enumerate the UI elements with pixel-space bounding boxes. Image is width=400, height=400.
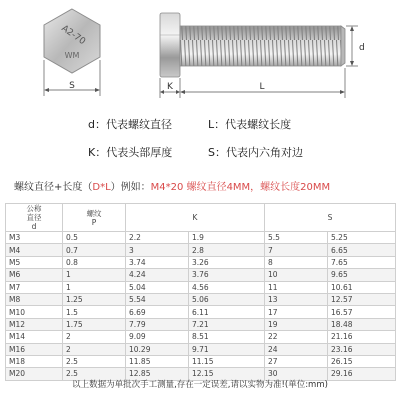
dimension-legend — [0, 108, 400, 172]
table-cell: 21.16 — [328, 331, 396, 343]
table-cell: 5.06 — [189, 293, 265, 305]
table-cell: 11 — [265, 281, 328, 293]
head-marking: A2-70 — [59, 23, 87, 48]
table-cell: 16.57 — [328, 306, 396, 318]
table-cell: 9.71 — [189, 343, 265, 355]
table-cell: M5 — [6, 256, 63, 268]
table-cell: 2.5 — [63, 355, 126, 367]
table-cell: 6.69 — [126, 306, 189, 318]
table-row — [6, 318, 396, 330]
spec-table — [5, 203, 396, 381]
table-cell: 5.04 — [126, 281, 189, 293]
table-cell: 2 — [63, 331, 126, 343]
table-cell: 9.65 — [328, 269, 396, 281]
table-cell: 2.8 — [189, 244, 265, 256]
dimension-k — [160, 78, 180, 98]
table-cell: 2.5 — [63, 368, 126, 380]
table-cell: 4.24 — [126, 269, 189, 281]
example-mid: ）例如： — [110, 182, 151, 193]
table-cell: 1.5 — [63, 306, 126, 318]
table-cell: M7 — [6, 281, 63, 293]
table-cell: M10 — [6, 306, 63, 318]
table-cell: 0.5 — [63, 232, 126, 244]
table-cell: M18 — [6, 355, 63, 367]
table-cell: 12.15 — [189, 368, 265, 380]
table-cell: 11.15 — [189, 355, 265, 367]
legend-k: K：代表头部厚度 — [88, 146, 173, 159]
table-row — [6, 244, 396, 256]
table-cell: 10.61 — [328, 281, 396, 293]
label-d: d — [359, 43, 365, 53]
table-row — [6, 256, 396, 268]
header-diameter: 公称 直径 d — [6, 204, 63, 232]
footnote: 以上数据为单批次手工测量,存在一定误差,请以实物为准!(单位:mm) — [72, 380, 328, 390]
table-cell: 4.56 — [189, 281, 265, 293]
table-cell: 18.48 — [328, 318, 396, 330]
table-cell: 29.16 — [328, 368, 396, 380]
header-pitch: 螺纹 P — [63, 204, 126, 232]
header-s: S — [265, 204, 396, 232]
table-cell: 0.7 — [63, 244, 126, 256]
table-row — [6, 343, 396, 355]
table-cell: 8.51 — [189, 331, 265, 343]
bolt-diagram — [0, 0, 400, 108]
table-cell: 1.25 — [63, 293, 126, 305]
table-cell: M20 — [6, 368, 63, 380]
table-cell: 1.75 — [63, 318, 126, 330]
table-row — [6, 331, 396, 343]
table-cell: M12 — [6, 318, 63, 330]
table-cell: 6.65 — [328, 244, 396, 256]
table-cell: 19 — [265, 318, 328, 330]
label-l: L — [259, 82, 265, 92]
dimension-l — [180, 68, 345, 98]
table-cell: 3.76 — [189, 269, 265, 281]
table-row — [6, 306, 396, 318]
table-cell: 2 — [63, 343, 126, 355]
table-cell: 0.8 — [63, 256, 126, 268]
table-cell: M4 — [6, 244, 63, 256]
table-cell: 27 — [265, 355, 328, 367]
table-cell: M3 — [6, 232, 63, 244]
table-cell: 3.26 — [189, 256, 265, 268]
table-cell: 7.65 — [328, 256, 396, 268]
label-k: K — [167, 82, 173, 92]
table-cell: 22 — [265, 331, 328, 343]
table-cell: 11.85 — [126, 355, 189, 367]
table-cell: 3.74 — [126, 256, 189, 268]
table-cell: 24 — [265, 343, 328, 355]
table-row — [6, 232, 396, 244]
table-header-row — [6, 204, 396, 232]
table-cell: 8 — [265, 256, 328, 268]
table-cell: 23.16 — [328, 343, 396, 355]
head-logo: WM — [64, 51, 80, 60]
table-cell: 17 — [265, 306, 328, 318]
table-row — [6, 355, 396, 367]
table-row — [6, 281, 396, 293]
table-cell: M14 — [6, 331, 63, 343]
table-cell: 12.85 — [126, 368, 189, 380]
table-cell: 1 — [63, 281, 126, 293]
table-cell: 6.11 — [189, 306, 265, 318]
table-row — [6, 293, 396, 305]
table-cell: 26.15 — [328, 355, 396, 367]
header-k: K — [126, 204, 265, 232]
legend-s: S：代表内六角对边 — [208, 146, 303, 159]
table-cell: 7.79 — [126, 318, 189, 330]
legend-l: L：代表螺纹长度 — [208, 118, 292, 131]
table-cell: 9.09 — [126, 331, 189, 343]
table-cell: M6 — [6, 269, 63, 281]
table-body — [6, 232, 396, 381]
table-cell: 10 — [265, 269, 328, 281]
table-cell: 30 — [265, 368, 328, 380]
table-cell: 12.57 — [328, 293, 396, 305]
example-text: M4*20 螺纹直径4MM，螺纹长度20MM — [150, 182, 331, 193]
table-cell: M8 — [6, 293, 63, 305]
table-row — [6, 269, 396, 281]
table-cell: 7 — [265, 244, 328, 256]
bolt-side-view — [160, 13, 345, 77]
example-dl: D*L — [92, 182, 111, 193]
hex-head-view — [44, 9, 100, 73]
table-cell: 7.21 — [189, 318, 265, 330]
table-cell: 2.2 — [126, 232, 189, 244]
table-cell: 3 — [126, 244, 189, 256]
table-cell: 5.25 — [328, 232, 396, 244]
dimension-d — [346, 26, 365, 66]
table-cell: M16 — [6, 343, 63, 355]
table-cell: 5.54 — [126, 293, 189, 305]
table-cell: 10.29 — [126, 343, 189, 355]
table-cell: 5.5 — [265, 232, 328, 244]
table-cell: 13 — [265, 293, 328, 305]
legend-d: d：代表螺纹直径 — [88, 118, 172, 131]
table-cell: 1.9 — [189, 232, 265, 244]
table-cell: 1 — [63, 269, 126, 281]
example-prefix: 螺纹直径+长度（ — [14, 182, 93, 193]
example-line — [14, 178, 394, 193]
label-s: S — [69, 81, 75, 91]
